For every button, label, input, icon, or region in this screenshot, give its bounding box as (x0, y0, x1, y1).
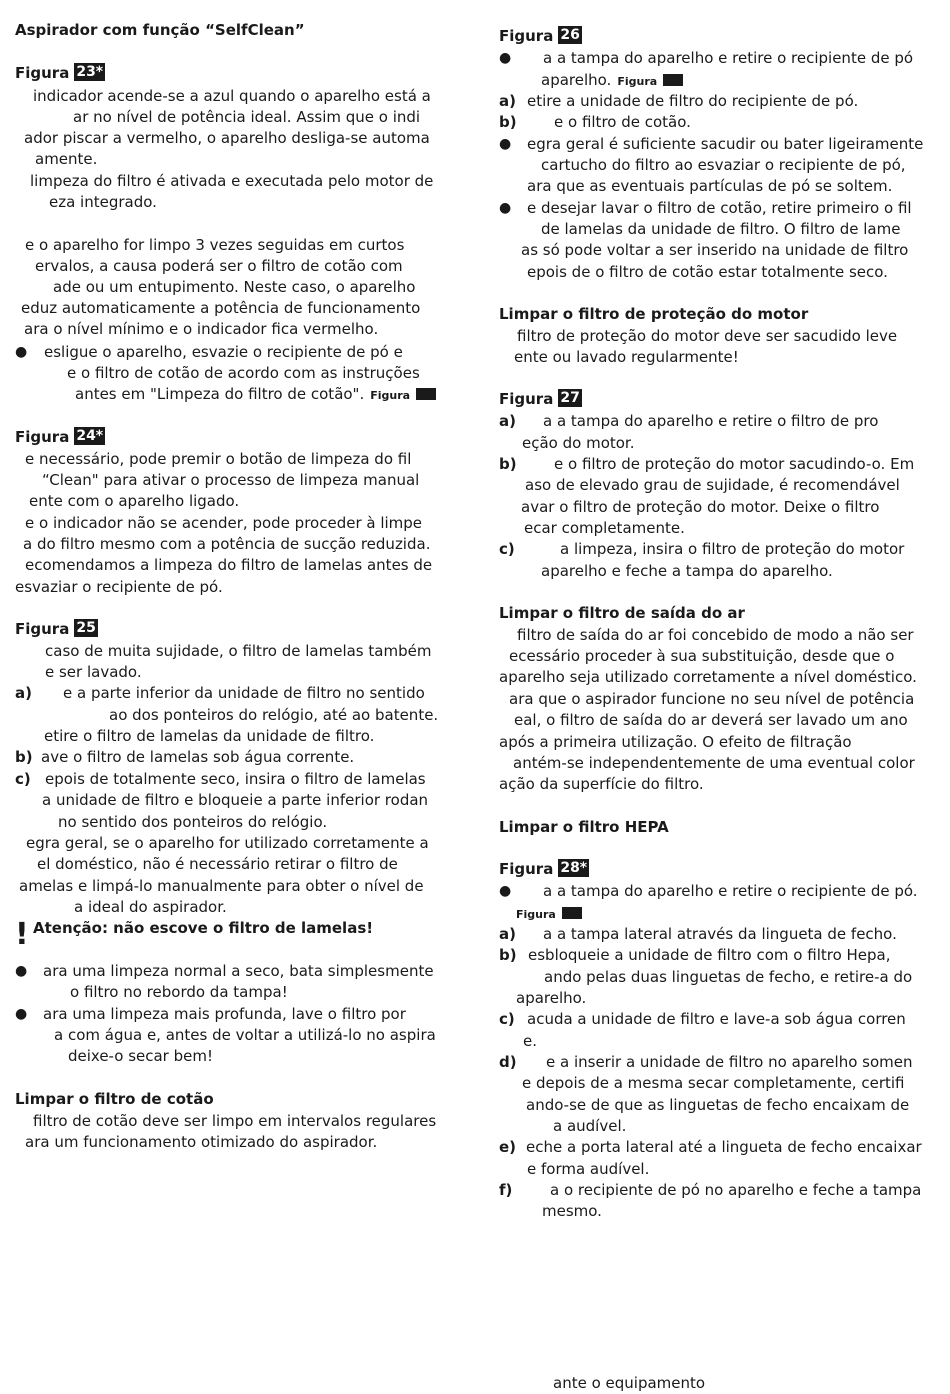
text-line: caso de muita sujidade, o filtro de lamelas também (45, 642, 432, 660)
step-label: b) (15, 748, 33, 766)
text-line: ara uma limpeza normal a seco, bata simplesmente (43, 962, 434, 980)
figure-inline-line (516, 903, 582, 924)
text-line: após a primeira utilização. O efeito de filtração (499, 733, 852, 751)
section-title-selfclean: Aspirador com função “SelfClean” (15, 21, 305, 39)
text-line: ente ou lavado regularmente! (514, 348, 739, 366)
text-span: aparelho. (541, 71, 612, 89)
step-label: d) (499, 1053, 517, 1071)
text-span: antes em "Limpeza do filtro de cotão". (75, 385, 365, 403)
figure-inline-box (663, 74, 683, 86)
figure-inline-box (562, 907, 582, 919)
text-line: a limpeza, insira o filtro de proteção do motor (560, 540, 905, 558)
text-line (75, 384, 436, 405)
step-label: c) (499, 540, 515, 558)
text-line: a a tampa do aparelho e retire o recipiente de pó (543, 49, 914, 67)
text-line: a audível. (553, 1117, 627, 1135)
text-line: ação da superfície do filtro. (499, 775, 704, 793)
text-line: ando-se de que as linguetas de fecho encaixam de (526, 1096, 910, 1114)
figure-number-badge: 28* (560, 860, 588, 876)
text-line: cartucho do filtro ao esvaziar o recipiente de pó, (541, 156, 906, 174)
step-label: e) (499, 1138, 517, 1156)
text-line: ar no nível de potência ideal. Assim que o indi (73, 108, 421, 126)
bullet-marker: ● (499, 200, 512, 216)
text-line: aso de elevado grau de sujidade, é recomendável (525, 476, 900, 494)
text-line: ara que o aspirador funcione no seu nível de potência (509, 690, 915, 708)
step-label: f) (499, 1181, 513, 1199)
figure-number-badge: 24* (76, 428, 104, 444)
text-line: aparelho e feche a tampa do aparelho. (541, 562, 833, 580)
text-line (541, 70, 683, 91)
text-line: e necessário, pode premir o botão de limpeza do fil (25, 450, 412, 468)
text-line: e forma audível. (527, 1160, 650, 1178)
text-line: aparelho. (516, 989, 587, 1007)
text-line: filtro de saída do ar foi concebido de modo a não ser (517, 626, 914, 644)
text-line: epois de o filtro de cotão estar totalmente seco. (527, 263, 888, 281)
bullet-marker: ● (15, 344, 28, 360)
figure-inline-box (416, 388, 436, 400)
text-line: deixe-o secar bem! (68, 1047, 213, 1065)
text-line: el doméstico, não é necessário retirar o filtro de (37, 855, 398, 873)
figure-label-text: Figura (499, 860, 554, 878)
text-line: ervalos, a causa poderá ser o filtro de cotão com (35, 257, 403, 275)
text-line: amelas e limpá-lo manualmente para obter o nível de (19, 877, 424, 895)
figure-inline-label: Figura (516, 908, 556, 921)
bullet-marker: ● (499, 136, 512, 152)
step-label: a) (499, 412, 516, 430)
text-line: aparelho seja utilizado corretamente a nível doméstico. (499, 668, 917, 686)
text-line: eção do motor. (522, 434, 635, 452)
figure-inline-label: Figura (617, 75, 658, 88)
text-line: as só pode voltar a ser inserido na unidade de filtro (521, 241, 909, 259)
text-line: esvaziar o recipiente de pó. (15, 578, 223, 596)
text-line: ara um funcionamento otimizado do aspirador. (25, 1133, 378, 1151)
figure-25-label (15, 619, 98, 640)
text-line: a a tampa lateral através da lingueta de fecho. (543, 925, 897, 943)
figure-26-label (499, 26, 582, 47)
figure-27-label (499, 389, 582, 410)
step-label: a) (15, 684, 32, 702)
figure-label-text: Figura (15, 64, 70, 82)
text-line: a o recipiente de pó no aparelho e feche a tampa (550, 1181, 922, 1199)
text-line: a ideal do aspirador. (74, 898, 227, 916)
text-line: ara que as eventuais partículas de pó se soltem. (527, 177, 893, 195)
heading-filtro-hepa: Limpar o filtro HEPA (499, 818, 669, 836)
text-line: eza integrado. (49, 193, 157, 211)
step-label: a) (499, 925, 516, 943)
text-line: a do filtro mesmo com a potência de sucção reduzida. (23, 535, 431, 553)
warning-text: Atenção: não escove o filtro de lamelas! (33, 919, 374, 937)
text-line: a com água e, antes de voltar a utilizá-lo no aspira (54, 1026, 436, 1044)
text-line: filtro de cotão deve ser limpo em intervalos regulares (33, 1112, 437, 1130)
text-line: limpeza do filtro é ativada e executada pelo motor de (30, 172, 434, 190)
heading-filtro-cotao: Limpar o filtro de cotão (15, 1090, 214, 1108)
step-label: c) (15, 770, 31, 788)
bullet-marker: ● (499, 50, 512, 66)
text-line: e. (523, 1032, 537, 1050)
figure-number-badge: 27 (560, 390, 580, 406)
text-line: esligue o aparelho, esvazie o recipiente de pó e (44, 343, 403, 361)
text-line: etire o filtro de lamelas da unidade de filtro. (44, 727, 375, 745)
text-line: e o indicador não se acender, pode proceder à limpe (25, 514, 423, 532)
text-line: e o filtro de proteção do motor sacudindo-o. Em (554, 455, 915, 473)
text-line: “Clean" para ativar o processo de limpeza manual (42, 471, 420, 489)
step-label: c) (499, 1010, 515, 1028)
text-line: egra geral, se o aparelho for utilizado corretamente a (26, 834, 429, 852)
text-line: esbloqueie a unidade de filtro com o filtro Hepa, (528, 946, 891, 964)
text-line: e o filtro de cotão de acordo com as instruções (67, 364, 420, 382)
text-line: acuda a unidade de filtro e lave-a sob água corren (527, 1010, 906, 1028)
text-line: etire a unidade de filtro do recipiente de pó. (527, 92, 859, 110)
figure-inline-label: Figura (370, 389, 411, 402)
heading-filtro-saida: Limpar o filtro de saída do ar (499, 604, 745, 622)
text-line: epois de totalmente seco, insira o filtro de lamelas (45, 770, 426, 788)
text-line: indicador acende-se a azul quando o aparelho está a (33, 87, 431, 105)
text-line: amente. (35, 150, 98, 168)
text-line: de lamelas da unidade de filtro. O filtro de lame (541, 220, 901, 238)
text-line: ando pelas duas linguetas de fecho, e retire-a do (544, 968, 913, 986)
figure-number-badge: 26 (560, 27, 580, 43)
text-line: avar o filtro de proteção do motor. Deixe o filtro (521, 498, 880, 516)
figure-label-text: Figura (499, 27, 554, 45)
text-line: ente com o aparelho ligado. (29, 492, 240, 510)
figure-label-text: Figura (15, 620, 70, 638)
text-line: ade ou um entupimento. Neste caso, o aparelho (53, 278, 416, 296)
step-label: b) (499, 113, 517, 131)
text-line: o filtro no rebordo da tampa! (70, 983, 288, 1001)
bullet-marker: ● (15, 963, 28, 979)
bullet-marker: ● (499, 883, 512, 899)
page-footer: ante o equipamento (553, 1374, 706, 1392)
text-line: filtro de proteção do motor deve ser sacudido leve (517, 327, 898, 345)
text-line: e ser lavado. (45, 663, 142, 681)
text-line: eche a porta lateral até a lingueta de fecho encaixar (526, 1138, 922, 1156)
text-line: ecomendamos a limpeza do filtro de lamelas antes de (25, 556, 433, 574)
figure-28-label (499, 859, 589, 880)
text-line: e o aparelho for limpo 3 vezes seguidas em curtos (25, 236, 405, 254)
warning-icon: ! (15, 917, 29, 952)
figure-number-badge: 23* (76, 64, 104, 80)
text-line: eduz automaticamente a potência de funcionamento (21, 299, 421, 317)
figure-24-label (15, 427, 105, 448)
step-label: a) (499, 92, 516, 110)
text-line: a unidade de filtro e bloqueie a parte inferior rodan (42, 791, 429, 809)
text-line: e desejar lavar o filtro de cotão, retire primeiro o fil (527, 199, 912, 217)
text-line: ao dos ponteiros do relógio, até ao batente. (109, 706, 439, 724)
text-line: ave o filtro de lamelas sob água corrente. (41, 748, 355, 766)
text-line: ecessário proceder à sua substituição, desde que o (509, 647, 895, 665)
text-line: e a parte inferior da unidade de filtro no sentido (63, 684, 425, 702)
text-line: e a inserir a unidade de filtro no aparelho somen (546, 1053, 913, 1071)
text-line: ador piscar a vermelho, o aparelho desliga-se automa (24, 129, 430, 147)
bullet-marker: ● (15, 1006, 28, 1022)
text-line: e depois de a mesma secar completamente, certifi (522, 1074, 905, 1092)
figure-label-text: Figura (15, 428, 70, 446)
figure-label-text: Figura (499, 390, 554, 408)
figure-23-label (15, 63, 105, 84)
text-line: egra geral é suficiente sacudir ou bater ligeiramente (527, 135, 924, 153)
text-line: e o filtro de cotão. (554, 113, 691, 131)
text-line: a a tampa do aparelho e retire o filtro de pro (543, 412, 879, 430)
text-line: ara o nível mínimo e o indicador fica vermelho. (24, 320, 379, 338)
text-line: antém-se independentemente de uma eventual color (513, 754, 915, 772)
step-label: b) (499, 455, 517, 473)
text-line: ara uma limpeza mais profunda, lave o filtro por (43, 1005, 406, 1023)
text-line: a a tampa do aparelho e retire o recipiente de pó. (543, 882, 918, 900)
text-line: eal, o filtro de saída do ar deverá ser lavado um ano (514, 711, 908, 729)
text-line: mesmo. (542, 1202, 602, 1220)
figure-number-badge: 25 (76, 620, 96, 636)
step-label: b) (499, 946, 517, 964)
text-line: no sentido dos ponteiros do relógio. (58, 813, 328, 831)
text-line: ecar completamente. (524, 519, 685, 537)
heading-filtro-motor: Limpar o filtro de proteção do motor (499, 305, 809, 323)
